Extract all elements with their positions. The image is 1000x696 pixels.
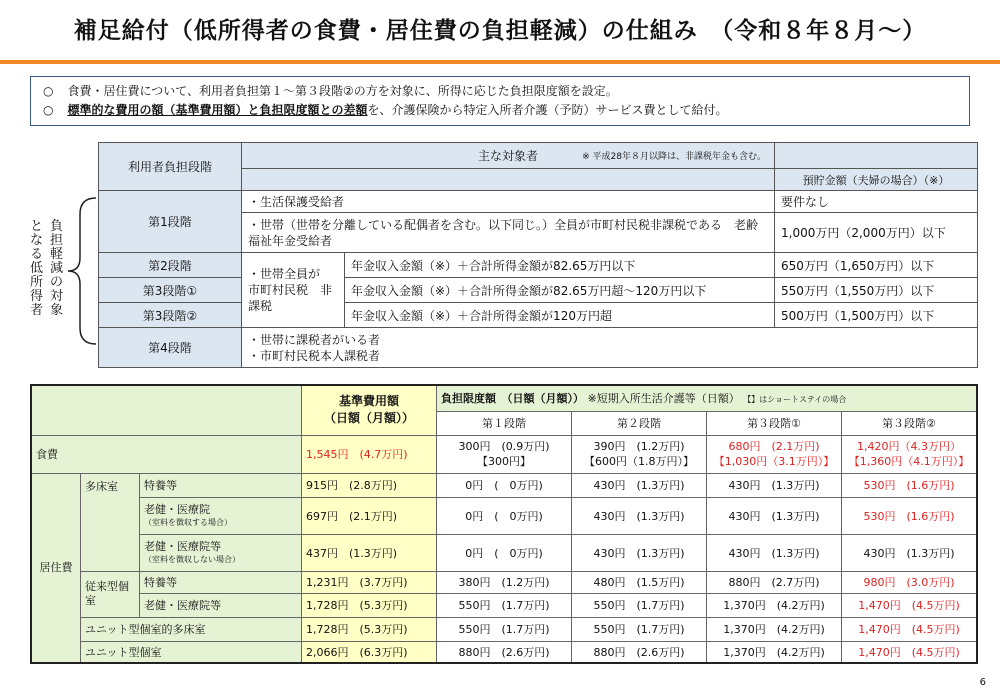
stage-1-pension: ・世帯（世帯を分離している配偶者を含む。以下同じ。）全員が市町村民税非課税である 老齢福祉年金受給者	[242, 213, 775, 253]
stage-4-line: ・世帯に課税者がいる者	[248, 332, 381, 347]
note-emphasis: 標準的な費用の額（基準費用額）と負担限度額との差額	[67, 103, 368, 117]
header-limit-note2: 【】はショートステイの場合	[743, 395, 847, 405]
limit-cell: 530円 (1.6万円)	[842, 473, 978, 497]
header-limit-label: 負担限度額 （日額（月額））	[441, 392, 584, 406]
stage-1-welfare-savings: 要件なし	[775, 191, 978, 213]
limit-cell: 550円 (1.7万円)	[572, 593, 707, 617]
side-label-1: 負担軽減の対象	[50, 219, 64, 318]
limit-cell: 430円 (1.3万円)	[842, 534, 978, 571]
stage-3a-criteria: 年金収入金額（※）＋合計所得金額が82.65万円超〜120万円以下	[345, 278, 775, 303]
room-label: 老健・医療院 （室料を徴収する場合）	[140, 497, 302, 534]
header-stage-1: 第１段階	[437, 411, 572, 435]
limit-cell: 380円 (1.2万円)	[437, 571, 572, 593]
stage-3b: 第3段階②	[99, 303, 242, 328]
bullet: ○	[43, 103, 54, 117]
stage-1-welfare: ・生活保護受給者	[242, 191, 775, 213]
title-underline	[0, 60, 1000, 64]
limit-cell: 530円 (1.6万円)	[842, 497, 978, 534]
limit-cell: 880円 (2.6万円)	[437, 641, 572, 663]
limit-cell: 430円 (1.3万円)	[572, 473, 707, 497]
room-label: 老健・医療院等	[140, 593, 302, 617]
limit-cell: 430円 (1.3万円)	[572, 497, 707, 534]
summary-box	[30, 76, 970, 126]
cost-table	[30, 384, 978, 664]
base-cost: 1,728円 (5.3万円)	[302, 593, 437, 617]
row-housing: 居住費	[31, 473, 81, 663]
limit-cell: 0円 ( 0万円)	[437, 497, 572, 534]
limit-cell: 430円 (1.3万円)	[707, 473, 842, 497]
room-label: ユニット型個室的多床室	[81, 617, 302, 641]
header-stage-3a: 第３段階①	[707, 411, 842, 435]
limit-cell: 1,470円 (4.5万円)	[842, 593, 978, 617]
bullet: ○	[43, 84, 54, 98]
room-multi: 多床室	[81, 473, 140, 571]
limit-cell: 430円 (1.3万円)	[707, 497, 842, 534]
stage-2: 第2段階	[99, 253, 242, 278]
stage-3a: 第3段階①	[99, 278, 242, 303]
note-2	[43, 101, 957, 120]
limit-cell: 880円 (2.6万円)	[572, 641, 707, 663]
nontax-group: ・世帯全員が 市町村民税 非課税	[242, 253, 345, 328]
header-target	[242, 143, 775, 169]
header-stage-2: 第２段階	[572, 411, 707, 435]
brace-icon	[66, 196, 98, 346]
limit-cell: 550円 (1.7万円)	[437, 617, 572, 641]
stage-3b-savings: 500万円（1,500万円）以下	[775, 303, 978, 328]
header-stage: 利用者負担段階	[99, 143, 242, 191]
stage-4-line: ・市町村民税本人課税者	[248, 348, 381, 363]
limit-cell: 550円 (1.7万円)	[437, 593, 572, 617]
room-label: 特養等	[140, 473, 302, 497]
limit-cell: 480円 (1.5万円)	[572, 571, 707, 593]
base-cost: 1,728円 (5.3万円)	[302, 617, 437, 641]
base-cost: 915円 (2.8万円)	[302, 473, 437, 497]
stage-3b-criteria: 年金収入金額（※）＋合計所得金額が120万円超	[345, 303, 775, 328]
room-label: 老健・医療院等 （室料を徴収しない場合）	[140, 534, 302, 571]
note-1	[43, 82, 957, 101]
side-label-2: となる低所得者	[30, 219, 44, 318]
page-number: 6	[979, 677, 986, 688]
base-cost: 437円 (1.3万円)	[302, 534, 437, 571]
limit-cell: 1,370円 (4.2万円)	[707, 641, 842, 663]
header-limit	[437, 385, 978, 411]
page-title: 補足給付（低所得者の食費・居住費の負担軽減）の仕組み （令和８年８月〜）	[73, 17, 927, 44]
limit-cell: 1,470円 (4.5万円)	[842, 617, 978, 641]
stage-3a-savings: 550万円（1,550万円）以下	[775, 278, 978, 303]
note-text: 食費・居住費について、利用者負担第１〜第３段階②の方を対象に、所得に応じた負担限度額を設定。	[67, 84, 618, 98]
stage-4-criteria	[242, 328, 978, 368]
food-stage-3a: 680円 (2.1万円) 【1,030円（3.1万円）】	[707, 435, 842, 473]
limit-cell: 1,370円 (4.2万円)	[707, 593, 842, 617]
limit-cell: 0円 ( 0万円)	[437, 534, 572, 571]
base-cost: 2,066円 (6.3万円)	[302, 641, 437, 663]
stage-2-criteria: 年金収入金額（※）＋合計所得金額が82.65万円以下	[345, 253, 775, 278]
limit-cell: 1,470円 (4.5万円)	[842, 641, 978, 663]
stage-1: 第1段階	[99, 191, 242, 253]
food-stage-2: 390円 (1.2万円) 【600円（1.8万円）】	[572, 435, 707, 473]
header-note: ※ 平成28年８月以降は、非課税年金も含む。	[582, 152, 766, 162]
limit-cell: 1,370円 (4.2万円)	[707, 617, 842, 641]
room-label: 特養等	[140, 571, 302, 593]
eligibility-table	[98, 142, 978, 368]
food-base: 1,545円 (4.7万円)	[302, 435, 437, 473]
header-base-cost: 基準費用額 （日額（月額））	[302, 385, 437, 435]
note-text: を、介護保険から特定入所者介護（予防）サービス費として給付。	[367, 103, 728, 117]
header-limit-note: ※短期入所生活介護等（日額）	[587, 392, 740, 406]
stage-4: 第4段階	[99, 328, 242, 368]
limit-cell: 430円 (1.3万円)	[572, 534, 707, 571]
food-stage-1: 300円 (0.9万円) 【300円】	[437, 435, 572, 473]
food-stage-3b: 1,420円（4.3万円） 【1,360円（4.1万円）】	[842, 435, 978, 473]
base-cost: 1,231円 (3.7万円)	[302, 571, 437, 593]
base-cost: 697円 (2.1万円)	[302, 497, 437, 534]
limit-cell: 880円 (2.7万円)	[707, 571, 842, 593]
limit-cell: 0円 ( 0万円)	[437, 473, 572, 497]
row-food: 食費	[31, 435, 302, 473]
header-target-label: 主な対象者	[477, 149, 538, 163]
room-label: ユニット型個室	[81, 641, 302, 663]
limit-cell: 430円 (1.3万円)	[707, 534, 842, 571]
room-conventional: 従来型個室	[81, 571, 140, 617]
header-stage-3b: 第３段階②	[842, 411, 978, 435]
limit-cell: 980円 (3.0万円)	[842, 571, 978, 593]
limit-cell: 550円 (1.7万円)	[572, 617, 707, 641]
header-savings: 預貯金額（夫婦の場合）（※）	[775, 169, 978, 191]
stage-1-pension-savings: 1,000万円（2,000万円）以下	[775, 213, 978, 253]
stage-2-savings: 650万円（1,650万円）以下	[775, 253, 978, 278]
